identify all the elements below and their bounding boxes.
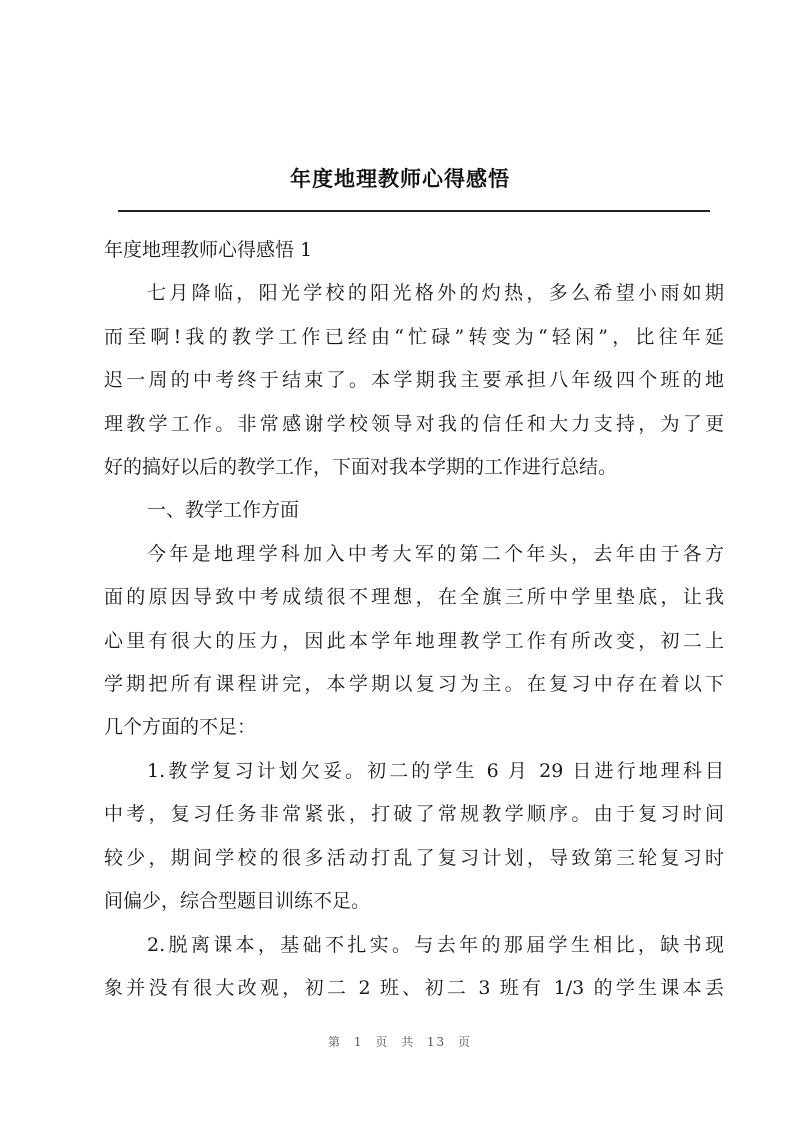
- paragraph-line: 一、教学工作方面: [147, 499, 300, 522]
- paragraph-intro: [104, 272, 724, 489]
- paragraph-line: 几个方面的不足：: [104, 716, 257, 739]
- page-footer: 第 1 页 共 13 页: [328, 1035, 472, 1049]
- paragraph-line: 面的原因导致中考成绩很不理想，在全旗三所中学里垫底，让我: [104, 586, 724, 609]
- paragraph-point-2: [104, 924, 724, 1011]
- paragraph-line: 象并没有很大改观，初二 2 班、初二 3 班有 1/3 的学生课本丢: [104, 976, 724, 999]
- section-heading: [104, 489, 724, 532]
- paragraph-line: 今年是地理学科加入中考大军的第二个年头，去年由于各方: [147, 542, 724, 565]
- paragraph-point-1: [104, 750, 724, 924]
- paragraph-line: 好的搞好以后的教学工作，下面对我本学期的工作进行总结。: [104, 456, 618, 479]
- paragraph-line: 心里有很大的压力，因此本学年地理教学工作有所改变，初二上: [104, 629, 724, 652]
- document-body: [104, 229, 724, 1010]
- paragraph-line: 中考，复习任务非常紧张，打破了常规教学顺序。由于复习时间: [104, 803, 724, 826]
- paragraph-line: 而至啊!我的教学工作已经由“忙碌”转变为“轻闲”，比往年延: [104, 325, 724, 348]
- section-subtitle: [104, 229, 724, 272]
- paragraph-line: 2.脱离课本，基础不扎实。与去年的那届学生相比，缺书现: [147, 933, 724, 956]
- paragraph-background: [104, 533, 724, 750]
- paragraph-line: 1.教学复习计划欠妥。初二的学生 6 月 29 日进行地理科目: [147, 759, 724, 782]
- paragraph-line: 较少，期间学校的很多活动打乱了复习计划，导致第三轮复习时: [104, 846, 724, 869]
- page-title: 年度地理教师心得感悟: [290, 167, 510, 191]
- paragraph-line: 七月降临，阳光学校的阳光格外的灼热，多么希望小雨如期: [147, 282, 724, 305]
- title-divider: [118, 210, 710, 212]
- paragraph-line: 间偏少，综合型题目训练不足。: [104, 890, 371, 913]
- paragraph-line: 理教学工作。非常感谢学校领导对我的信任和大力支持，为了更: [104, 412, 724, 435]
- paragraph-line: 年度地理教师心得感悟 1: [104, 239, 313, 261]
- paragraph-line: 迟一周的中考终于结束了。本学期我主要承担八年级四个班的地: [104, 369, 724, 392]
- paragraph-line: 学期把所有课程讲完，本学期以复习为主。在复习中存在着以下: [104, 673, 724, 696]
